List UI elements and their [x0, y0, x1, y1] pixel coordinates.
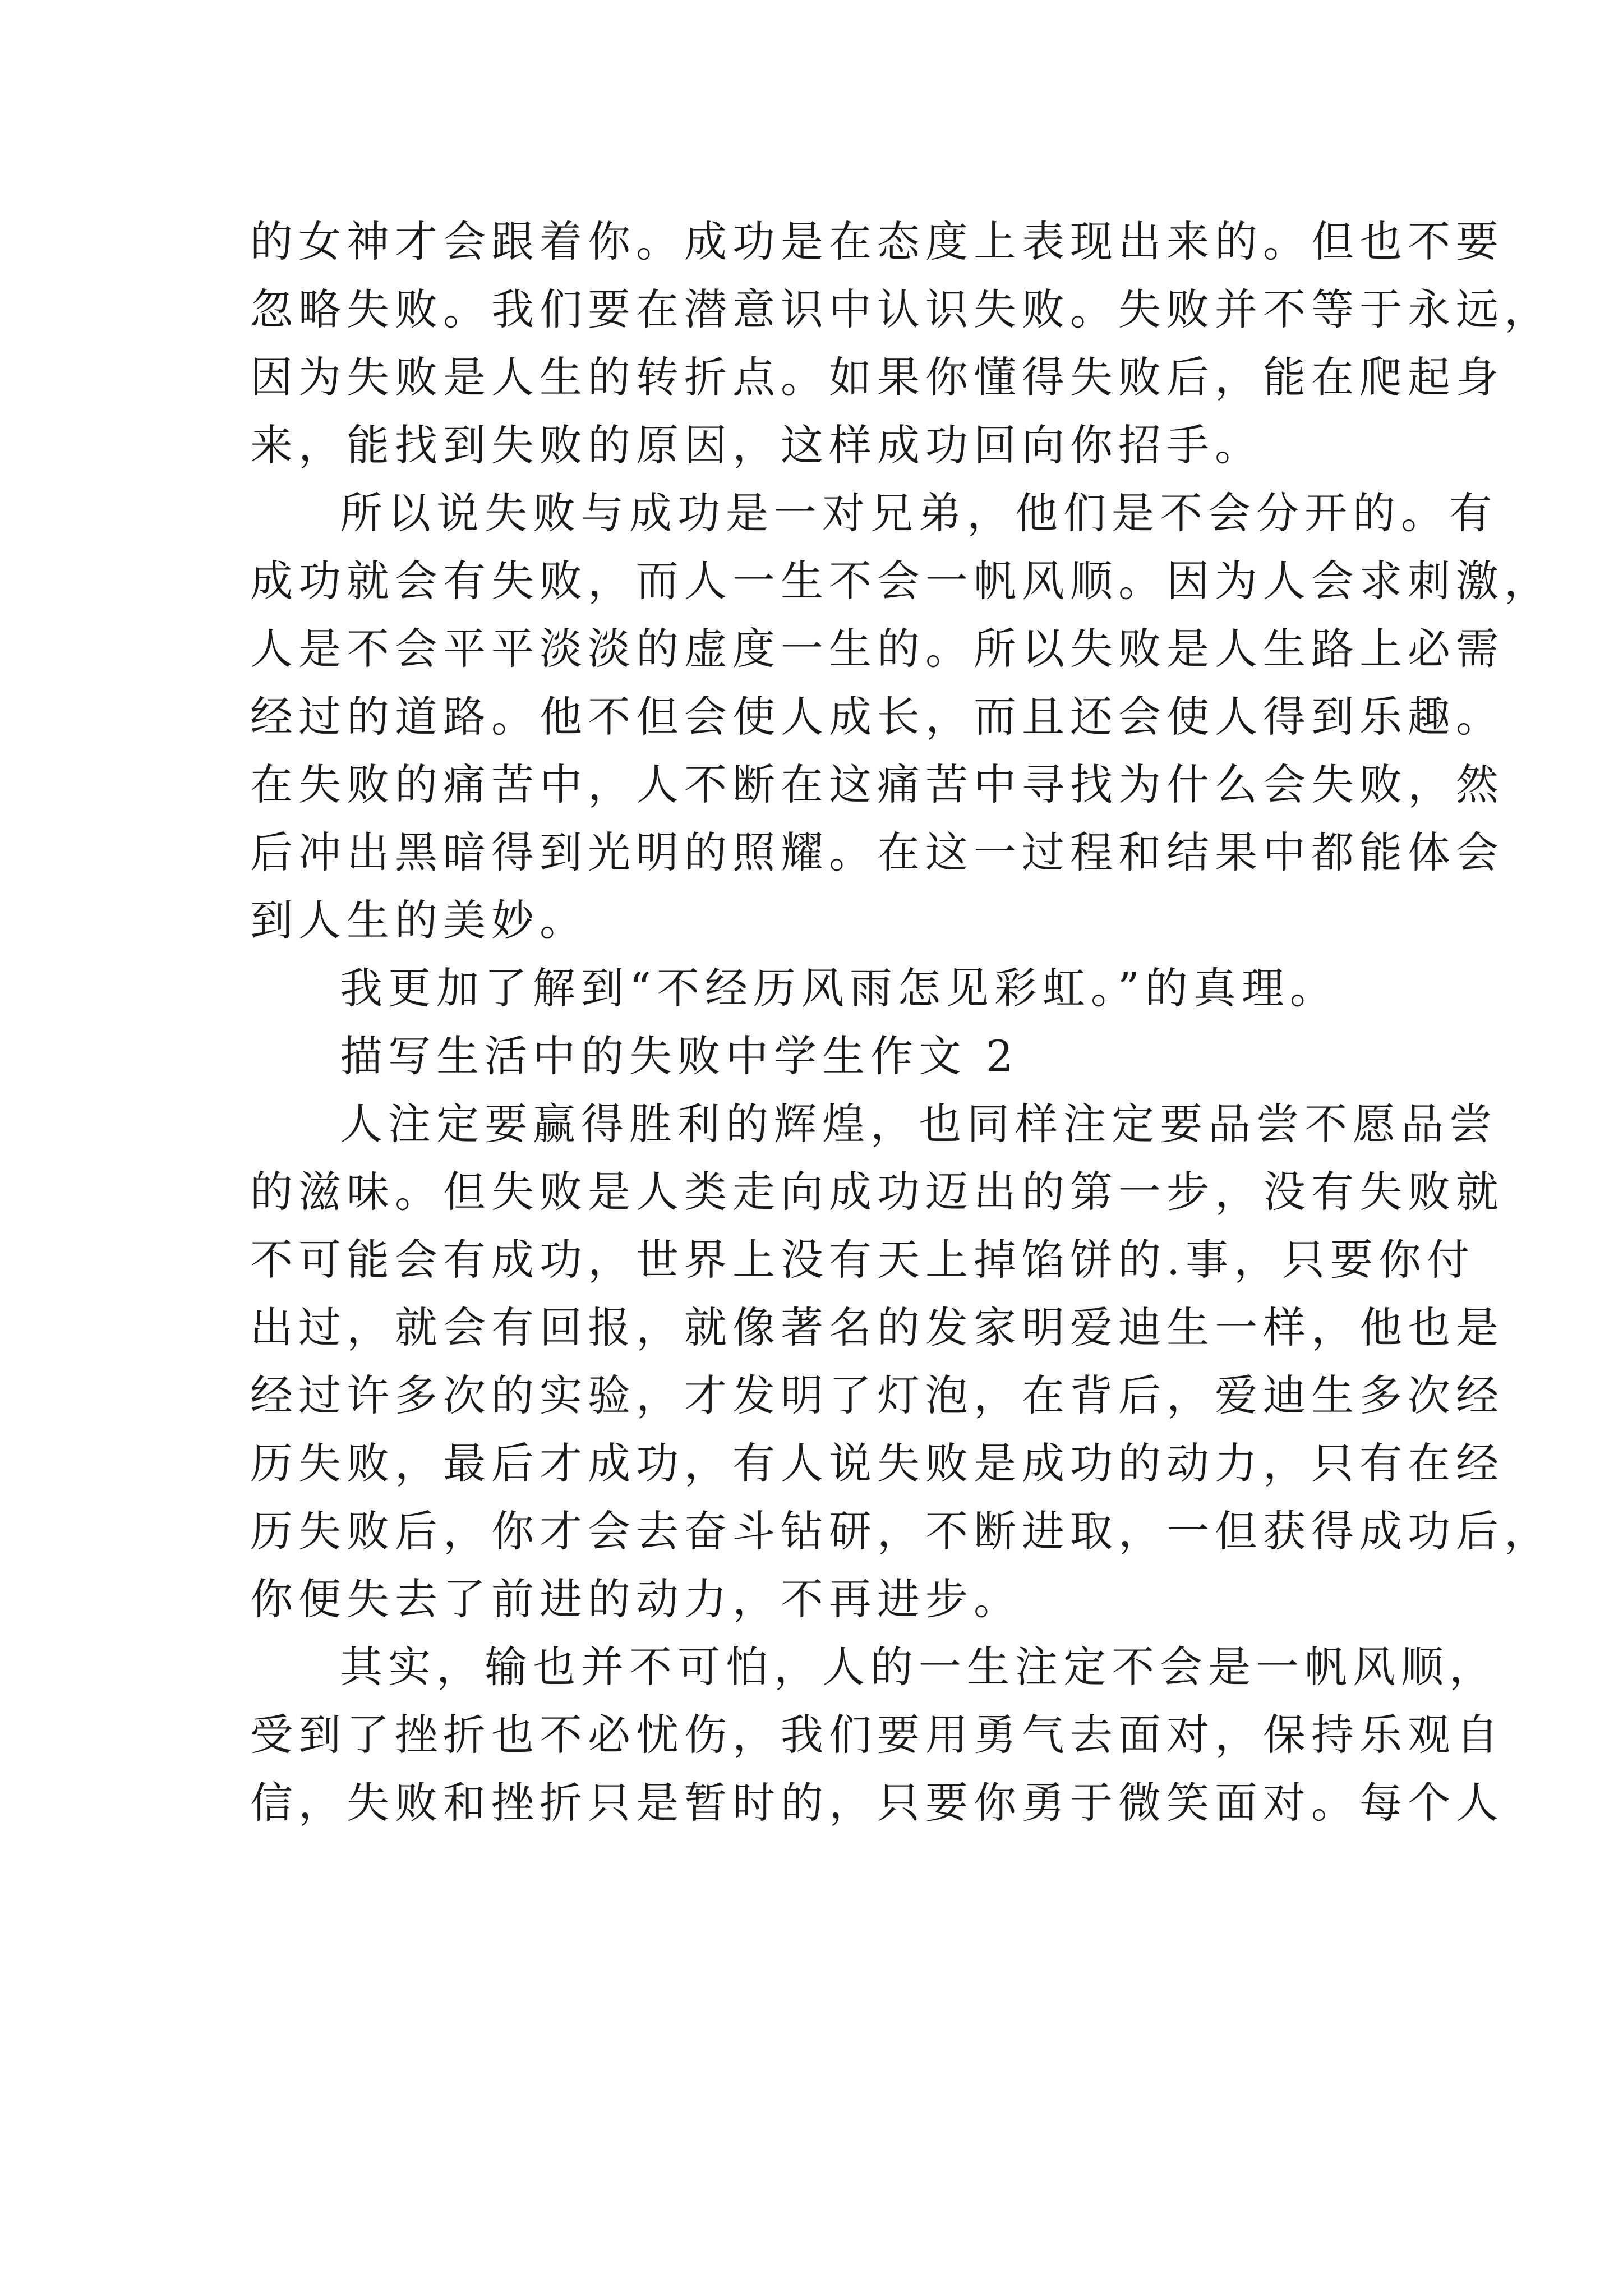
text-line: 不可能会有成功，世界上没有天上掉馅饼的.事，只要你付: [250, 1235, 1476, 1285]
text-line: 经过许多次的实验，才发明了灯泡，在背后，爱迪生多次经: [250, 1370, 1504, 1420]
text-line: 因为失败是人生的转折点。如果你懂得失败后，能在爬起身: [250, 352, 1504, 402]
text-line: 历失败，最后才成功，有人说失败是成功的动力，只有在经: [250, 1438, 1504, 1488]
text-line: 人是不会平平淡淡的虚度一生的。所以失败是人生路上必需: [250, 624, 1504, 674]
essay-body: [250, 208, 1552, 1837]
text-line: 出过，就会有回报，就像著名的发家明爱迪生一样，他也是: [250, 1303, 1504, 1352]
text-line: 信，失败和挫折只是暂时的，只要你勇于微笑面对。每个人: [250, 1778, 1504, 1828]
text-line: 我更加了解到“不经历风雨怎见彩虹。”的真理。: [340, 963, 1338, 1013]
text-line: 的滋味。但失败是人类走向成功迈出的第一步，没有失败就: [250, 1167, 1504, 1217]
text-line: 来，能找到失败的原因，这样成功回向你招手。: [250, 420, 1263, 470]
text-line: 的女神才会跟着你。成功是在态度上表现出来的。但也不要: [250, 217, 1504, 266]
text-line: 成功就会有失败，而人一生不会一帆风顺。因为人会求刺激，: [250, 556, 1552, 606]
text-line: 描写生活中的失败中学生作文 2: [340, 1031, 1019, 1081]
text-line: 到人生的美妙。: [250, 895, 588, 945]
text-line: 后冲出黑暗得到光明的照耀。在这一过程和结果中都能体会: [250, 827, 1504, 877]
text-line: 其实，输也并不可怕，人的一生注定不会是一帆风顺，: [340, 1642, 1497, 1692]
text-line: 历失败后，你才会去奋斗钻研，不断进取，一但获得成功后，: [250, 1506, 1552, 1556]
text-line: 人注定要赢得胜利的辉煌，也同样注定要品尝不愿品尝: [340, 1099, 1497, 1149]
text-line: 受到了挫折也不必忧伤，我们要用勇气去面对，保持乐观自: [250, 1710, 1504, 1760]
text-line: 你便失去了前进的动力，不再进步。: [250, 1574, 1022, 1624]
text-line: 忽略失败。我们要在潜意识中认识失败。失败并不等于永远，: [250, 284, 1552, 334]
text-line: 在失败的痛苦中，人不断在这痛苦中寻找为什么会失败，然: [250, 760, 1504, 809]
text-line: 经过的道路。他不但会使人成长，而且还会使人得到乐趣。: [250, 692, 1504, 742]
text-line: 所以说失败与成功是一对兄弟，他们是不会分开的。有: [340, 488, 1497, 538]
